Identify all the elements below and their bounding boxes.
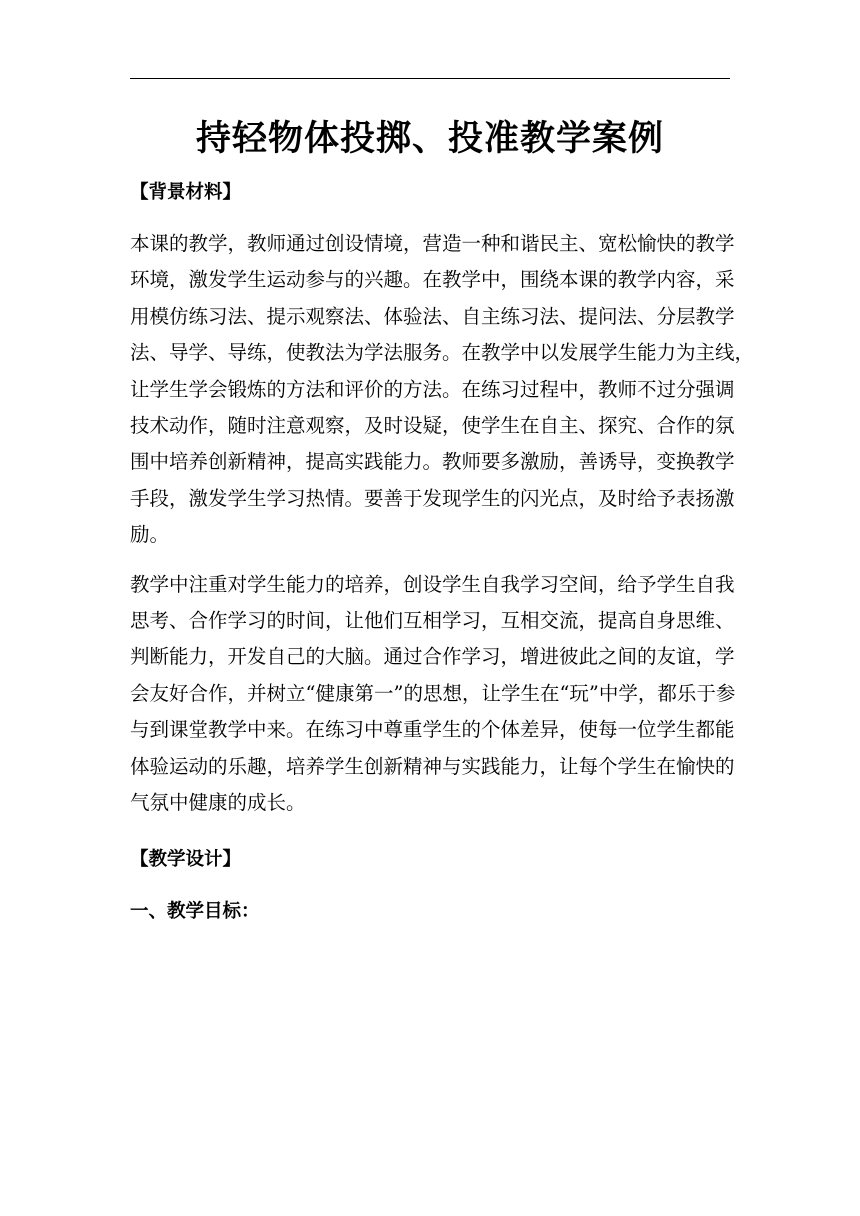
paragraph-line: 判断能力，开发自己的大脑。通过合作学习，增进彼此之间的友谊，学	[130, 645, 735, 669]
paragraph-line: 气氛中健康的成长。	[130, 791, 306, 815]
document-title: 持轻物体投掷、投准教学案例	[195, 118, 664, 159]
paragraph-line: 手段，激发学生学习热情。要善于发现学生的闪光点，及时给予表扬激	[130, 486, 735, 510]
background-paragraph-2	[130, 567, 736, 822]
paragraph-line: 会友好合作，并树立“健康第一”的思想，让学生在“玩”中学，都乐于参	[130, 681, 736, 705]
teaching-design-heading: 【教学设计】	[130, 848, 242, 870]
paragraph-line: 环境，激发学生运动参与的兴趣。在教学中，围绕本课的教学内容，采	[130, 268, 735, 292]
paragraph-line: 与到课堂教学中来。在练习中尊重学生的个体差异，使每一位学生都能	[130, 718, 735, 742]
document-body	[130, 174, 755, 945]
paragraph-line: 体验运动的乐趣，培养学生创新精神与实践能力，让每个学生在愉快的	[130, 754, 735, 778]
paragraph-line: 本课的教学，教师通过创设情境，营造一种和谐民主、宽松愉快的教学	[130, 232, 735, 255]
paragraph-line: 思考、合作学习的时间，让他们互相学习，互相交流，提高自身思维、	[130, 609, 735, 633]
paragraph-line: 法、导学、导练，使教法为学法服务。在教学中以发展学生能力为主线，	[130, 341, 755, 365]
paragraph-line: 让学生学会锻炼的方法和评价的方法。在练习过程中，教师不过分强调	[130, 377, 735, 401]
teaching-objectives-heading: 一、教学目标：	[130, 900, 260, 922]
background-heading: 【背景材料】	[130, 182, 242, 203]
paragraph-line: 励。	[130, 523, 170, 547]
header-rule	[130, 78, 730, 79]
paragraph-line: 围中培养创新精神，提高实践能力。教师要多激励，善诱导，变换教学	[130, 450, 735, 474]
background-paragraph-1	[130, 226, 755, 554]
paragraph-line: 教学中注重对学生能力的培养，创设学生自我学习空间，给予学生自我	[130, 572, 735, 596]
paragraph-line: 用模仿练习法、提示观察法、体验法、自主练习法、提问法、分层教学	[130, 304, 735, 328]
paragraph-line: 技术动作，随时注意观察，及时设疑，使学生在自主、探究、合作的氛	[130, 414, 735, 438]
